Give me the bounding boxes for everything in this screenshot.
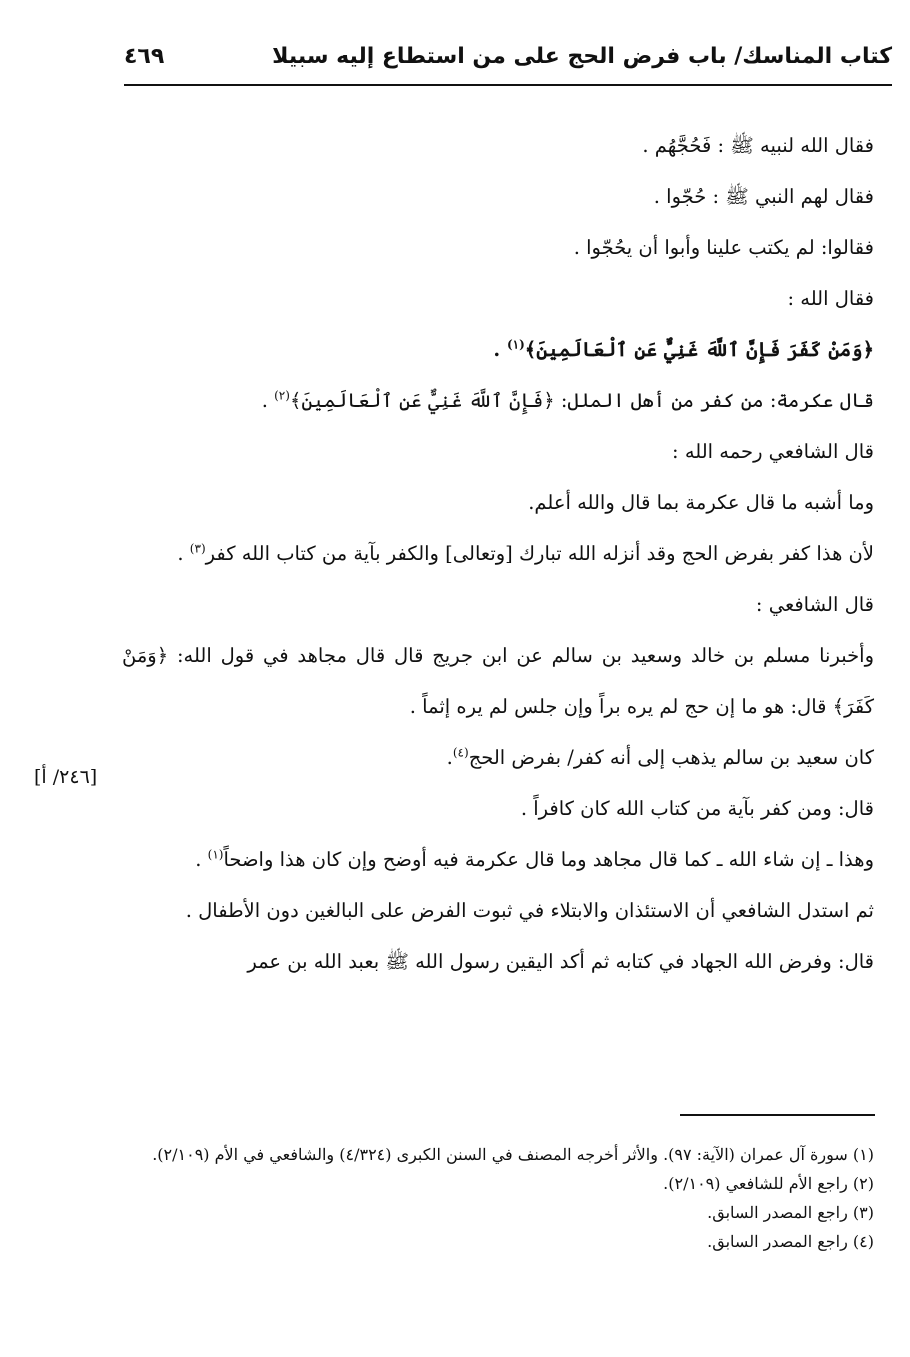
page-number: ٤٦٩ xyxy=(124,44,165,69)
paragraph: فقال لهم النبي ﷺ : حُجّوا . xyxy=(653,185,874,208)
header-rule xyxy=(124,84,892,86)
paragraph: قال الشافعي رحمه الله : xyxy=(672,440,874,463)
footnote: (٣) راجع المصدر السابق. xyxy=(707,1203,874,1222)
running-title: كتاب المناسك/ باب فرض الحج على من استطاع إليه سبيلا xyxy=(272,44,892,69)
footnote-marker: (٣) xyxy=(189,541,206,556)
quran-verse: ﴿وَمَنْ كَفَرَ فَإِنَّ ٱللَّهَ غَنِيٌّ عَنِ ٱلْعَالَمِينَ﴾$^{(١)}$ . xyxy=(493,337,874,361)
paragraph: وما أشبه ما قال عكرمة بما قال والله أعلم. xyxy=(528,491,874,514)
footnote-marker: (٢) xyxy=(274,388,290,403)
main-text xyxy=(122,120,874,987)
paragraph: قال الشافعي : xyxy=(755,593,874,616)
paragraph: قال: وفرض الله الجهاد في كتابه ثم أكد اليقين رسول الله ﷺ بعبد الله بن عمر xyxy=(247,950,874,973)
paragraph: فقالوا: لم يكتب علينا وأبوا أن يحُجّوا . xyxy=(573,236,874,259)
footnote: (١) سورة آل عمران (الآية: ٩٧). والأثر أخرجه المصنف في السنن الكبرى (٤/٣٢٤) والشافعي في الأم (٢/١٠٩). xyxy=(152,1145,874,1164)
footnote-separator xyxy=(680,1114,875,1116)
paragraph: كان سعيد بن سالم يذهب إلى أنه كفر/ بفرض الحج$^{(٤)}$. xyxy=(446,745,874,769)
paragraph: ثم استدل الشافعي أن الاستئذان والابتلاء في ثبوت الفرض على البالغين دون الأطفال . xyxy=(185,899,874,922)
paragraph: فقال الله : xyxy=(787,287,874,310)
paragraph: لأن هذا كفر بفرض الحج وقد أنزله الله تبارك [وتعالى] والكفر بآية من كتاب الله كفر$^{(٣)}$ . xyxy=(177,541,874,565)
footnotes xyxy=(122,1140,874,1256)
paragraph: قال: ومن كفر بآية من كتاب الله كان كافراً . xyxy=(520,797,874,820)
paragraph: وهذا ـ إن شاء الله ـ كما قال مجاهد وما قال عكرمة فيه أوضح وإن كان هذا واضحاً$^{(١)}$ . xyxy=(195,847,874,871)
paragraph: قال عكرمة: من كفر من أهل الملل: ﴿فَإِنَّ ٱللَّهَ غَنِيٌّ عَنِ ٱلْعَالَمِينَ﴾$^{(٢)}$ . xyxy=(261,388,874,412)
footnote: (٢) راجع الأم للشافعي (٢/١٠٩). xyxy=(663,1174,874,1193)
manuscript-folio-reference: [٢٤٦/ أ] xyxy=(34,766,98,788)
paragraph: فقال الله لنبيه ﷺ : فَحُجَّهُم . xyxy=(642,134,874,157)
footnote-marker: (٤) xyxy=(452,745,469,760)
running-header xyxy=(124,40,892,88)
footnote: (٤) راجع المصدر السابق. xyxy=(707,1232,874,1251)
footnote-marker: (١) xyxy=(207,847,224,862)
footnote-marker: (١) xyxy=(506,337,525,352)
paragraph: وأخبرنا مسلم بن خالد وسعيد بن سالم عن ابن جريج قال قال مجاهد في قول الله: ﴿وَمَنْ كَفَرَ﴾ قال: هو ما إن حج لم يره براً وإن جلس لم يره إثماً . xyxy=(122,644,874,718)
